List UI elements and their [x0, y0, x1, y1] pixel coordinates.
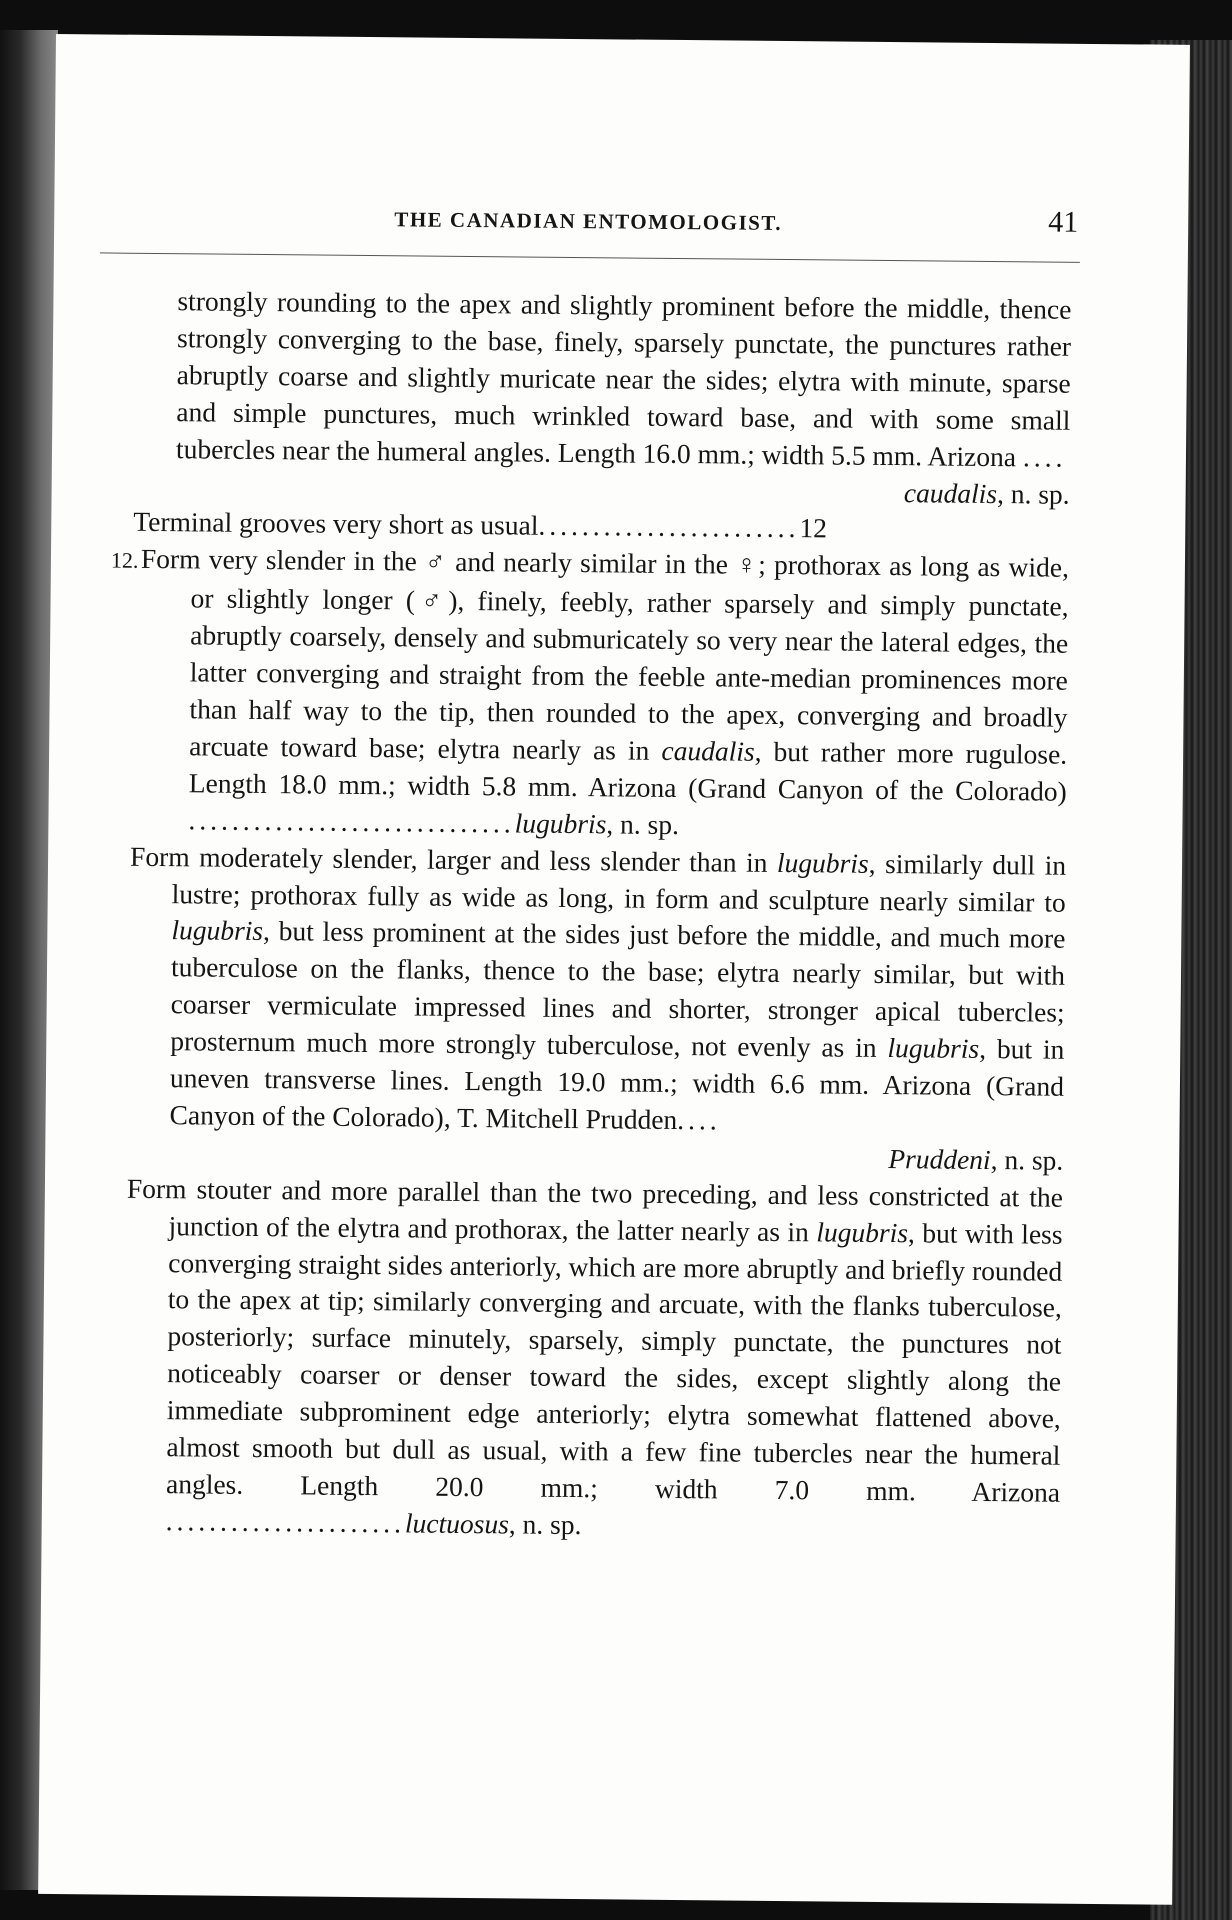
- lugubris-description: [110, 541, 1070, 847]
- page-header: [98, 204, 1078, 238]
- lugubris-text-1: Form very slender in the ♂ and nearly similar in the ♀; prothorax as long as wide, or slightly longer (♂), finely, feebly, rather sparsely and simply punctate, abruptly coarsely, densely and submuricately so very near the lateral edges, the latter converging and straight from the feeble ante-median prominences more than half way to the tip, then rounded to the apex, converging and broadly arcuate toward base; elytra nearly as in: [140, 543, 1070, 766]
- luctuosus-description: [124, 1170, 1063, 1548]
- pruddeni-text-2: , similarly dull in lustre; prothorax fully as wide as long, in form and sculpture nearly similar to: [171, 847, 1067, 918]
- couplet-number: 12.: [110, 547, 139, 574]
- leader-dots: ....: [677, 1103, 721, 1136]
- species-name-luctuosus: luctuosus: [404, 1507, 510, 1540]
- new-species-label: , n. sp.: [606, 808, 680, 840]
- leader-dots: ....: [1022, 440, 1067, 473]
- body-text: [110, 283, 1072, 1549]
- terminal-grooves-text: Terminal grooves very short as usual: [133, 506, 539, 542]
- luctuosus-text-1: Form stouter and more parallel than the two preceding, and less constricted at the junction of the elytra and prothorax, the latter nearly as in: [126, 1172, 1064, 1247]
- couplet-reference: 12: [799, 512, 828, 544]
- new-species-label: , n. sp.: [508, 1508, 582, 1541]
- species-name-lugubris: lugubris: [514, 807, 607, 840]
- header-rule: [100, 252, 1080, 262]
- ref-lugubris: lugubris: [887, 1032, 980, 1065]
- species-name-caudalis: caudalis: [903, 476, 998, 509]
- pruddeni-text-3: , but less prominent at the sides just before the middle, and much more tuberculose on the flanks, thence to the base; elytra nearly similar, but with coarser vermiculate impressed lines and shorter, stronger apical tubercles; prosternum much more strongly tuberculose, not evenly as in: [170, 915, 1066, 1064]
- ref-lugubris: lugubris: [816, 1216, 909, 1248]
- pruddeni-text-4: , but in uneven transverse lines. Length 19.0 mm.; width 6.6 mm. Arizona (Grand Canyon of the Colorado), T. Mitchell Prudden: [169, 1033, 1065, 1135]
- leader-dots: ........................: [538, 510, 800, 544]
- page-number: 41: [1048, 205, 1079, 239]
- pruddeni-description: [127, 838, 1066, 1142]
- leader-dots: ..............................: [188, 803, 515, 839]
- leader-dots: ......................: [165, 1505, 406, 1539]
- caudalis-description: [134, 283, 1072, 477]
- species-name-pruddeni: Pruddeni: [888, 1142, 991, 1175]
- pruddeni-text-1: Form moderately slender, larger and less slender than in: [129, 840, 768, 878]
- new-species-label: , n. sp.: [996, 477, 1070, 510]
- caudalis-text: strongly rounding to the apex and slightly prominent before the middle, thence strongly converging to the base, finely, sparsely punctate, the punctures rather abruptly coarse and slightly muricate near the sides; elytra with minute, sparse and simple punctures, much wrinkled toward base, and with some small tubercles near the humeral angles. Length 16.0 mm.; width 5.5 mm. Arizona: [175, 285, 1072, 472]
- lugubris-text-2: , but rather more rugulose. Length 18.0 mm.; width 5.8 mm. Arizona (Grand Canyon of the Colorado): [188, 735, 1068, 807]
- ref-lugubris: lugubris: [776, 846, 869, 879]
- new-species-label: , n. sp.: [990, 1143, 1064, 1176]
- ref-lugubris: lugubris: [171, 914, 264, 947]
- running-title: THE CANADIAN ENTOMOLOGIST.: [394, 207, 783, 235]
- luctuosus-text-2: , but with less converging straight sides anteriorly, which are more abruptly and briefly rounded to the apex at tip; similarly converging and arcuate, with the flanks tuberculose, posteriorly; surface minutely, sparsely, simply punctate, the punctures not noticeably coarser or denser toward the sides, except slightly along the immediate subprominent edge anteriorly; elytra somewhat flattened above, almost smooth but dull as usual, with a few fine tubercles near the humeral angles. Length 20.0 mm.; width 7.0 mm. Arizona: [165, 1216, 1063, 1508]
- book-page: [38, 34, 1190, 1905]
- ref-caudalis: caudalis: [661, 734, 755, 767]
